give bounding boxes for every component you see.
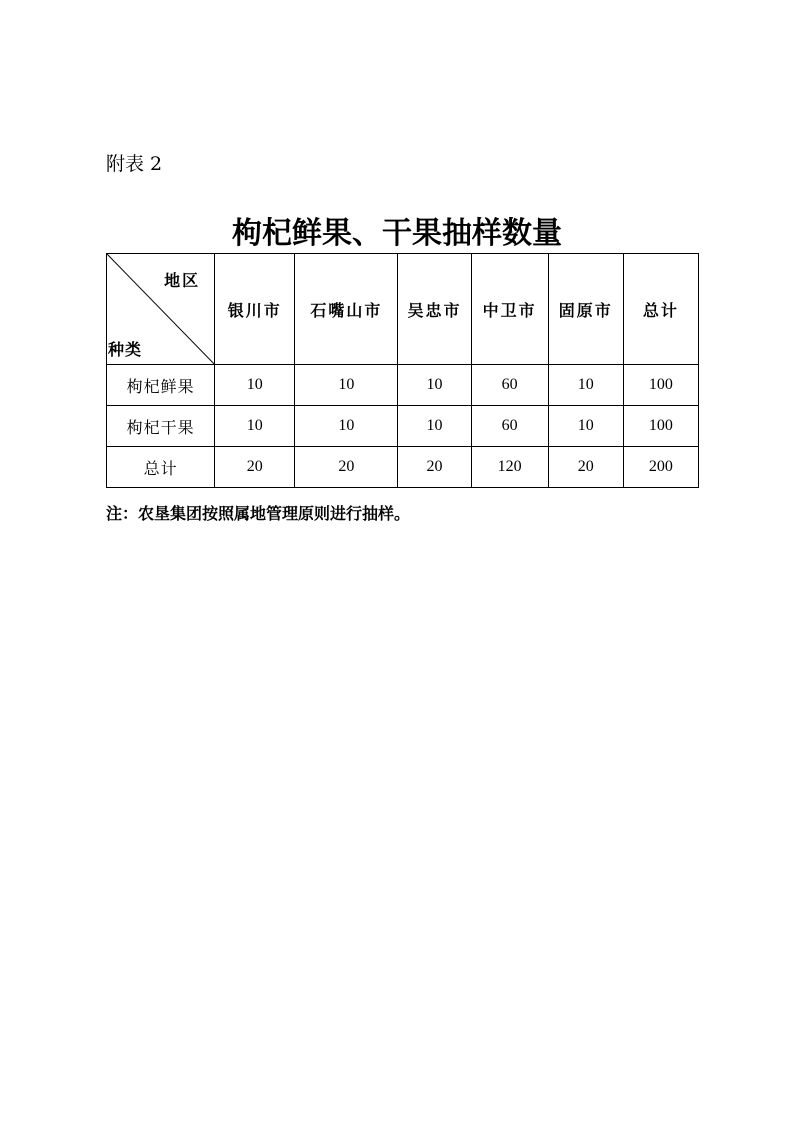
table-cell: 120	[471, 447, 548, 488]
table-cell: 10	[215, 406, 295, 447]
table-cell: 10	[548, 406, 623, 447]
table-header-row	[107, 254, 699, 365]
row-label: 总计	[107, 447, 215, 488]
table-cell: 200	[623, 447, 698, 488]
table-row	[107, 447, 699, 488]
attachment-label: 附表 2	[106, 153, 163, 175]
table-cell: 20	[295, 447, 398, 488]
column-header-zhongwei: 中卫市	[471, 254, 548, 365]
column-header-total: 总计	[623, 254, 698, 365]
page-title: 枸杞鲜果、干果抽样数量	[232, 216, 562, 251]
table-cell: 10	[295, 406, 398, 447]
table-cell: 10	[398, 365, 471, 406]
table-row	[107, 406, 699, 447]
table-cell: 20	[398, 447, 471, 488]
row-label: 枸杞干果	[107, 406, 215, 447]
table-cell: 10	[295, 365, 398, 406]
corner-region-label: 地区	[164, 271, 201, 290]
table-cell: 20	[548, 447, 623, 488]
sampling-table	[106, 253, 699, 488]
table-cell: 20	[215, 447, 295, 488]
table-cell: 100	[623, 406, 698, 447]
corner-kind-label: 种类	[108, 340, 143, 359]
table-cell: 100	[623, 365, 698, 406]
column-header-shizuishan: 石嘴山市	[295, 254, 398, 365]
row-label: 枸杞鲜果	[107, 365, 215, 406]
table-cell: 10	[398, 406, 471, 447]
table-note: 注：农垦集团按照属地管理原则进行抽样。	[106, 504, 411, 523]
column-header-guyuan: 固原市	[548, 254, 623, 365]
table-cell: 10	[215, 365, 295, 406]
corner-header-cell	[107, 254, 215, 365]
table-cell: 10	[548, 365, 623, 406]
column-header-yinchuan: 银川市	[215, 254, 295, 365]
table-cell: 60	[471, 406, 548, 447]
table-cell: 60	[471, 365, 548, 406]
column-header-wuzhong: 吴忠市	[398, 254, 471, 365]
table-row	[107, 365, 699, 406]
